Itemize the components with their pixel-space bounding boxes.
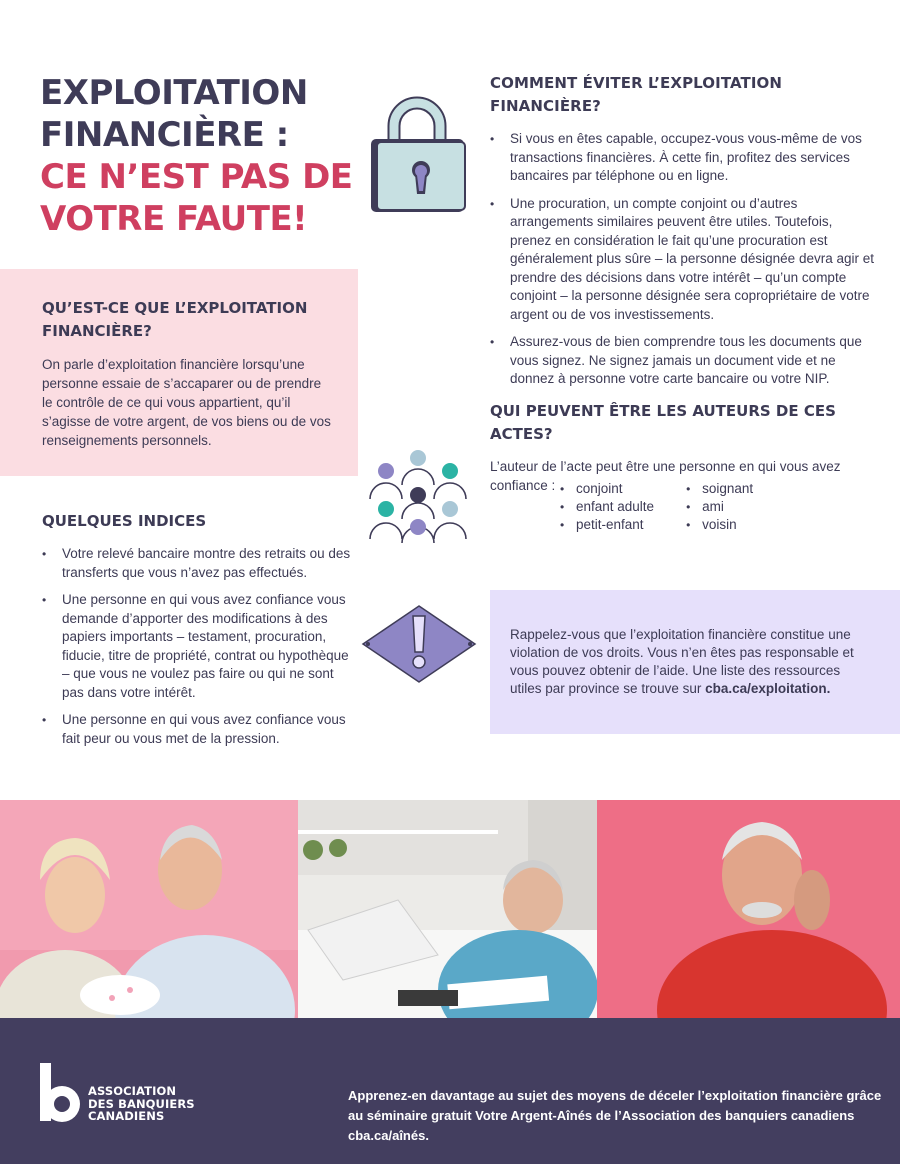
- list-item: • Si vous en êtes capable, occupez-vous vous-même de vos transactions financières. À cette fin, profitez des services bancaires par téléphone ou en ligne.: [490, 130, 875, 186]
- signs-heading: QUELQUES INDICES: [42, 512, 207, 530]
- list-item: • Une procuration, un compte conjoint ou d’autres arrangements similaires peuvent être utiles. Toutefois, prenez en considération le fait qu’une procuration est généralement plus sûre – la personne désignée devra agir et prendre des décisions dans votre intérêt – qu’un compte conjoint – la personne désignée sera copropriétaire de votre argent ou de vos investissements.: [490, 195, 875, 325]
- list-item: • enfant adulte: [560, 498, 654, 516]
- reminder-body: Rappelez-vous que l’exploitation financière constitue une violation de vos droits. Vous n’en êtes pas responsable et vous pouvez obtenir de l’aide. Une liste des ressources utiles par province se trouve sur: [510, 627, 854, 696]
- perpetrators-section: [490, 400, 885, 532]
- list-item: • voisin: [686, 516, 753, 534]
- perpetrators-list-1: [560, 480, 654, 534]
- footer-body: Apprenez-en davantage au sujet des moyens de déceler l’exploitation financière grâce au séminaire gratuit Votre Argent-Aînés de l’Association des banquiers canadiens: [348, 1088, 882, 1123]
- logo-line-1: ASSOCIATION: [88, 1084, 177, 1098]
- reminder-text: [510, 626, 870, 698]
- avoid-heading: COMMENT ÉVITER L’EXPLOITATION FINANCIÈRE?: [490, 74, 783, 115]
- definition-box: [0, 269, 358, 476]
- footer-text: [348, 1086, 893, 1146]
- logo-line-2: DES BANQUIERS: [88, 1096, 195, 1111]
- people-network-icon: [364, 447, 472, 548]
- signs-list: [42, 545, 357, 748]
- title-line-1: EXPLOITATION: [40, 73, 308, 113]
- padlock-icon: [366, 92, 468, 219]
- list-item: • soignant: [686, 480, 753, 498]
- title-line-4: VOTRE FAUTE!: [40, 199, 308, 239]
- stressed-woman-photo: [298, 800, 597, 1018]
- perpetrators-heading: QUI PEUVENT ÊTRE LES AUTEURS DE CES ACTES?: [490, 402, 836, 443]
- page-title: [40, 72, 360, 240]
- logo-line-3: CANADIENS: [88, 1109, 165, 1123]
- definition-heading: QU’EST-CE QUE L’EXPLOITATION FINANCIÈRE?: [42, 299, 308, 340]
- list-item: • Assurez-vous de bien comprendre tous les documents que vous signez. Ne signez jamais un document vide et ne donnez à personne votre carte bancaire ou votre NIP.: [490, 333, 875, 389]
- title-line-2: FINANCIÈRE :: [40, 115, 289, 155]
- photo-strip: [0, 800, 900, 1018]
- reminder-link[interactable]: cba.ca/exploitation.: [705, 681, 831, 696]
- avoid-list: [490, 130, 875, 389]
- warning-diamond-icon: [360, 604, 478, 689]
- logo-text: [88, 1085, 195, 1123]
- perpetrators-columns: [560, 480, 753, 534]
- avoid-section: [490, 72, 875, 398]
- reminder-box: [490, 590, 900, 734]
- perpetrators-list-2: [686, 480, 753, 534]
- list-item: • Une personne en qui vous avez confiance vous demande d’apporter des modifications à des papiers importants – testament, procuration, fiducie, titre de propriété, contrat ou hypothèque – que vous ne voulez pas faire ou qui ne sont pas dans votre intérêt.: [42, 591, 357, 702]
- list-item: • Votre relevé bancaire montre des retraits ou des transferts que vous n’avez pas effectués.: [42, 545, 357, 582]
- definition-body: On parle d’exploitation financière lorsqu’une personne essaie de s’accaparer ou de prendre le contrôle de ce qui vous appartient, qu’il s’agisse de votre argent, de vos biens ou de vos renseignements personnels.: [42, 357, 331, 448]
- title-line-3: CE N’EST PAS DE: [40, 157, 353, 197]
- footer: [0, 1018, 900, 1164]
- cba-logo: [40, 1063, 82, 1132]
- footer-link[interactable]: cba.ca/aînés.: [348, 1128, 429, 1143]
- list-item: • ami: [686, 498, 753, 516]
- couple-photo: [0, 800, 298, 1018]
- list-item: • conjoint: [560, 480, 654, 498]
- list-item: • Une personne en qui vous avez confiance vous fait peur ou vous met de la pression.: [42, 711, 357, 748]
- perpetrators-intro: L’auteur de l’acte peut être une personne en qui vous avez confiance :: [490, 459, 841, 493]
- signs-section: [42, 510, 357, 757]
- list-item: • petit-enfant: [560, 516, 654, 534]
- worried-man-photo: [597, 800, 900, 1018]
